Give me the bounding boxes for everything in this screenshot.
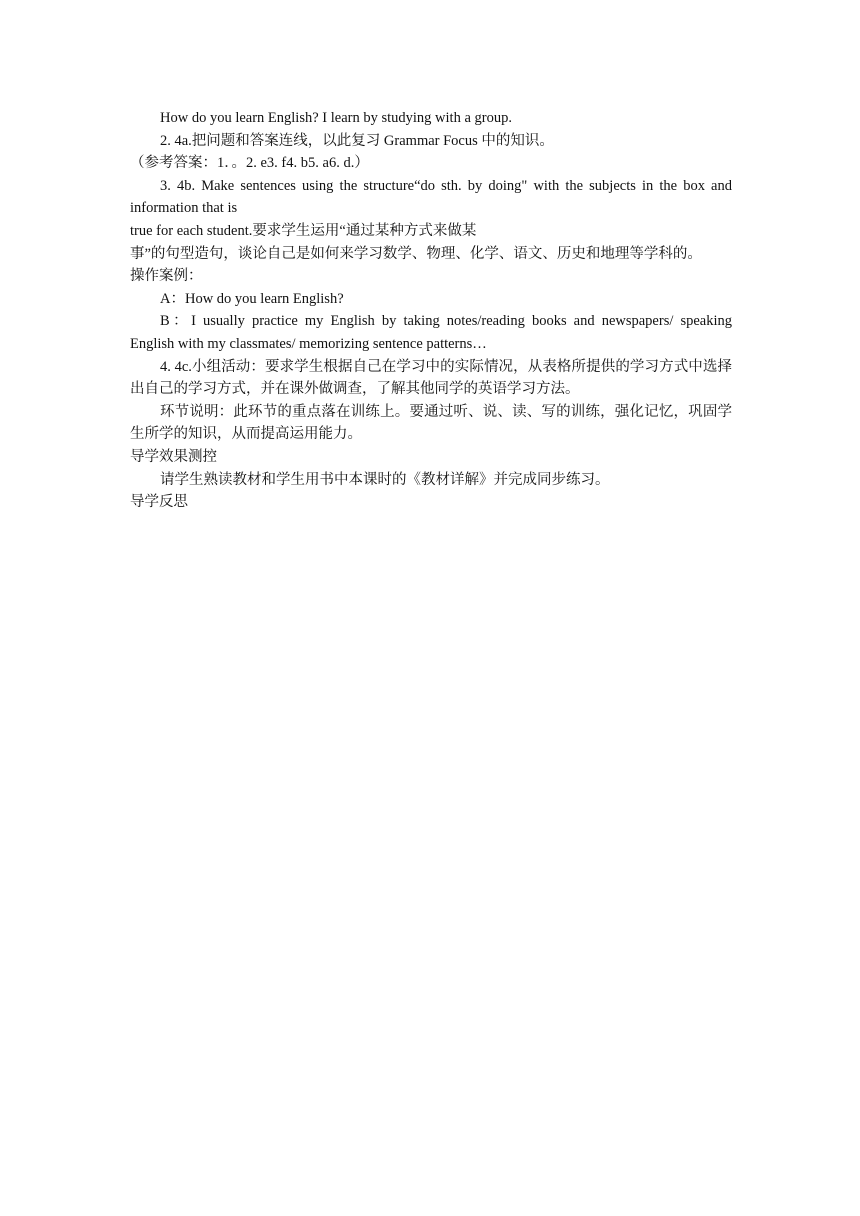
step-4b-text: 3. 4b. Make sentences using the structure“do sth. by doing" with the subjects in the box and information that is (130, 177, 732, 217)
case-label: 操作案例： (130, 268, 203, 285)
reference-answers: （参考答案：1．。2. e3. f4. b5. a6. d.） (130, 155, 369, 172)
step-4b-text-continued: true for each student.要求学生运用“通过某种方式来做某 (130, 222, 477, 239)
example-answer-line: How do you learn English? I learn by studying with a group. (160, 110, 512, 126)
step-4b-text-end: 事”的句型造句，谈论自己是如何来学习数学、物理、化学、语文、历史和地理等学科的。 (130, 245, 702, 262)
heading-reflection: 导学反思 (130, 494, 188, 511)
case-dialogue-b: B：I usually practice my English by taking notes/reading books and newspapers/ speaking English with my classmates/ memorizing sentence patterns… (130, 313, 732, 352)
step-4c-text: 4. 4c.小组活动：要求学生根据自己在学习中的实际情况，从表格所提供的学习方式中选择出自己的学习方式，并在课外做调查，了解其他同学的英语学习方法。 (130, 358, 732, 398)
document-body (130, 107, 732, 514)
heading-effect-check: 导学效果测控 (130, 448, 217, 465)
case-dialogue-a: A：How do you learn English? (160, 290, 344, 307)
effect-check-text: 请学生熟读教材和学生用书中本课时的《教材详解》并完成同步练习。 (160, 471, 610, 488)
section-note: 环节说明：此环节的重点落在训练上。要通过听、说、读、写的训练，强化记忆，巩固学生所学的知识，从而提高运用能力。 (130, 403, 732, 443)
step-4a-text: 2. 4a.把问题和答案连线，以此复习 Grammar Focus 中的知识。 (160, 132, 554, 149)
